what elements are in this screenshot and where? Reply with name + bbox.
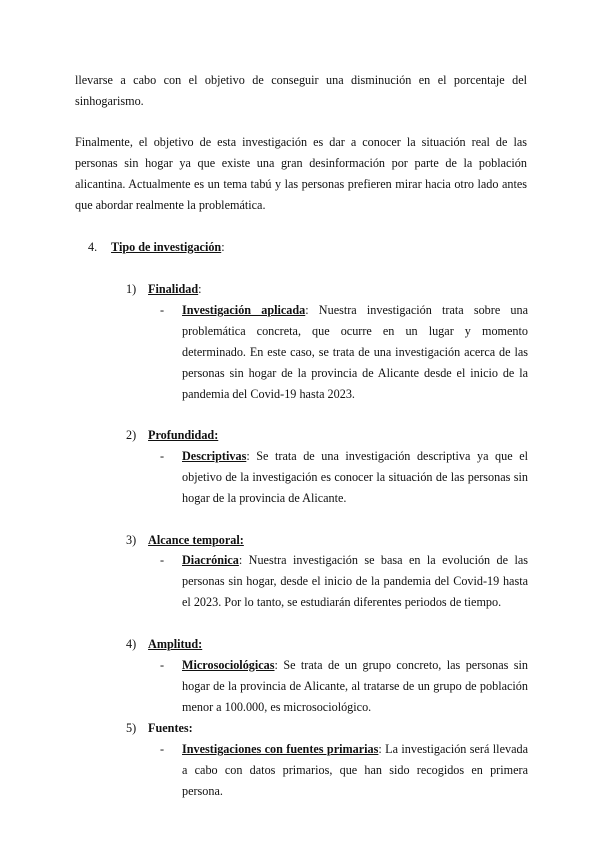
section-title-suffix: : [221,240,225,254]
bullet-text [182,446,528,509]
subsection-alcance-temporal [126,530,528,551]
subsection-number: 2) [126,428,137,442]
bullet-text [182,550,528,613]
subsection-title: Fuentes: [148,721,193,735]
bullet-dash: - [160,553,165,567]
bullet-term: Diacrónica [182,553,239,567]
subsection-number: 5) [126,721,137,735]
section-number: 4. [88,240,98,254]
bullet-dash: - [160,658,165,672]
subsection-finalidad [126,279,528,300]
section-title: Tipo de investigación [111,240,222,254]
bullet-description: : Se trata de una investigación descriptiva ya que el objetivo de la investigación es conocer la situación de las personas sin hogar de la provincia de Alicante. [182,449,528,505]
bullet-description: : La investigación será llevada a cabo con datos primarios, que han sido recogidos en primera persona. [182,742,528,798]
subsection-fuentes [126,718,528,739]
bullet-dash: - [160,303,165,317]
subsection-title: Amplitud: [148,637,203,651]
bullet-text [182,655,528,718]
bullet-description: : Nuestra investigación se basa en la evolución de las personas sin hogar, desde el inicio de la pandemia del Covid-19 hasta el 2023. Por lo tanto, se estudiarán diferentes periodos de tiempo. [182,553,528,609]
paragraph-sinhogarismo-continuation: llevarse a cabo con el objetivo de conseguir una disminución en el porcentaje del sinhogarismo. [75,73,527,108]
bullet-text [182,300,528,405]
bullet-term: Descriptivas [182,449,247,463]
bullet-text [182,739,528,802]
subsection-number: 1) [126,282,137,296]
subsection-number: 3) [126,533,137,547]
subsection-title-suffix: : [198,282,202,296]
subsection-amplitud [126,634,528,655]
subsection-title: Alcance temporal: [148,533,244,547]
subsection-title: Finalidad [148,282,199,296]
bullet-description: : Se trata de un grupo concreto, las personas sin hogar de la provincia de Alicante, al tratarse de un grupo de población menor a 100.000, es microsociológico. [182,658,528,714]
paragraph-objective-conclusion: Finalmente, el objetivo de esta investigación es dar a conocer la situación real de las personas sin hogar ya que existe una gran desinformación por parte de la población alicantina. Actualmente es un tema tabú y las personas prefieren mirar hacia otro lado antes que abordar realmente la problemática. [75,135,527,212]
bullet-term: Investigación aplicada [182,303,306,317]
bullet-term: Investigaciones con fuentes primarias [182,742,379,756]
section-heading-tipo-investigacion [88,237,528,258]
bullet-dash: - [160,449,165,463]
bullet-description: : Nuestra investigación trata sobre una problemática concreta, que ocurre en un lugar y momento determinado. En este caso, se trata de una investigación acerca de las personas sin hogar de la provincia de Alicante desde el inicio de la pandemia del Covid-19 hasta 2023. [182,303,528,401]
bullet-term: Microsociológicas [182,658,275,672]
subsection-number: 4) [126,637,137,651]
bullet-dash: - [160,742,165,756]
subsection-profundidad [126,425,528,446]
subsection-title: Profundidad: [148,428,219,442]
